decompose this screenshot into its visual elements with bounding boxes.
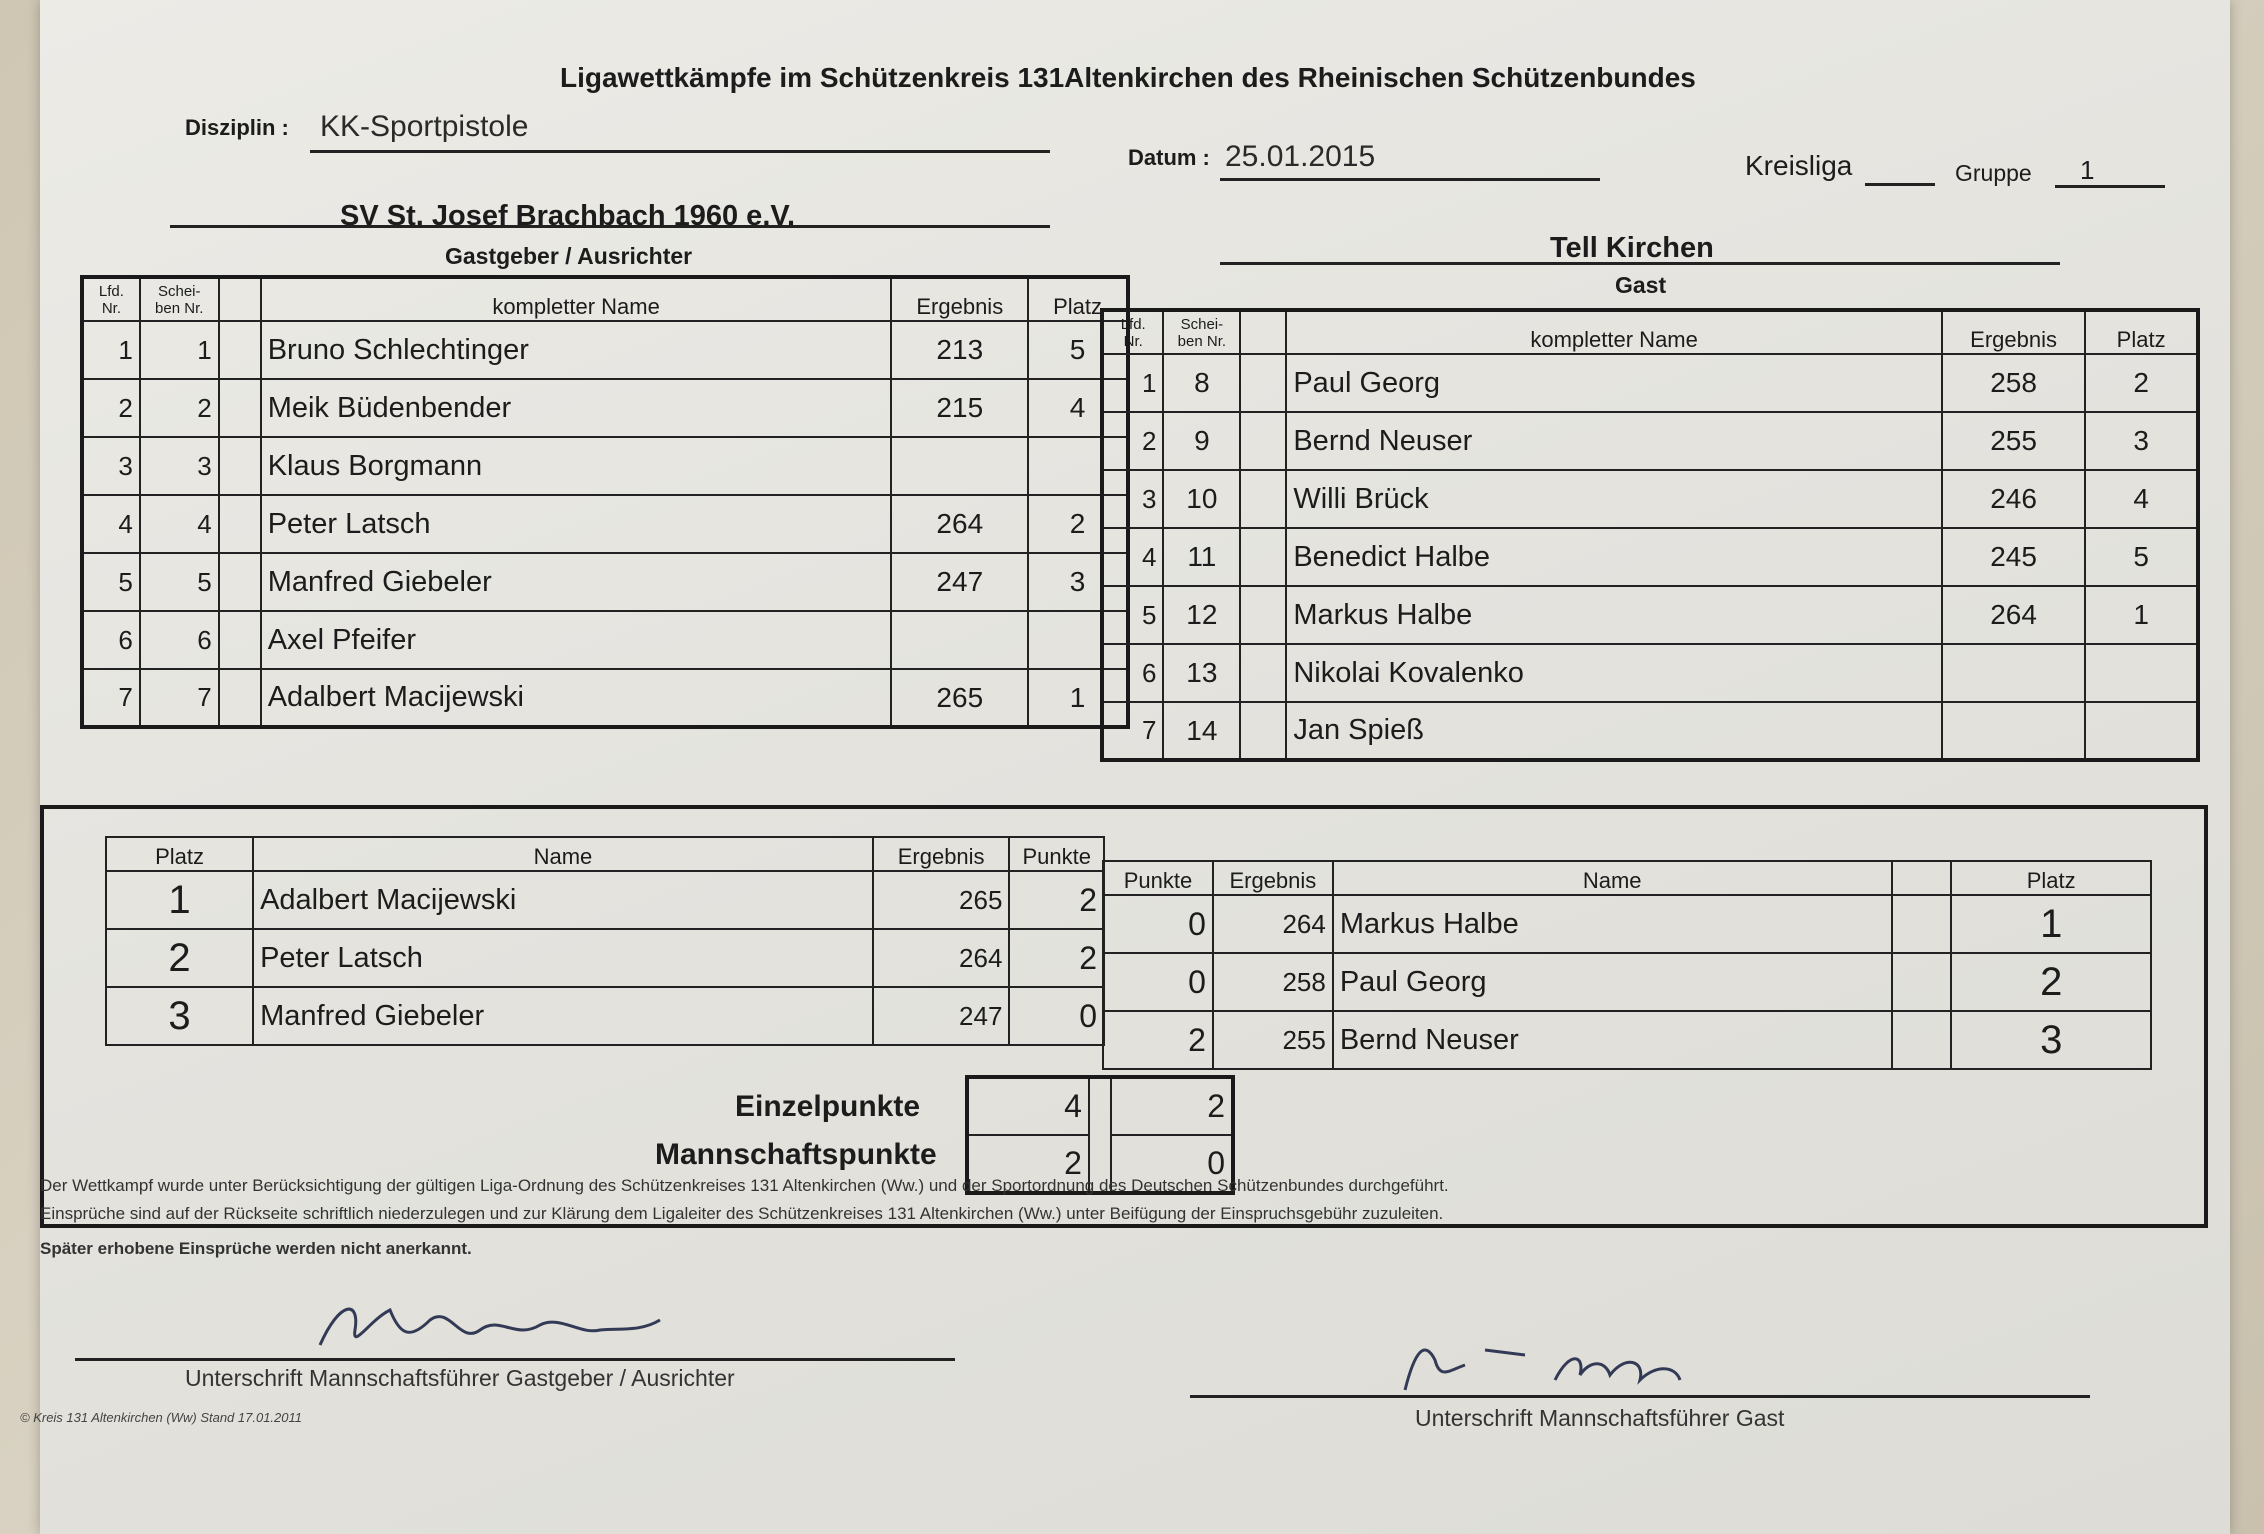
lfd-cell: 2 (82, 379, 140, 437)
scheibe-cell: 9 (1163, 412, 1240, 470)
punkte-cell: 0 (1103, 953, 1213, 1011)
ergebnis-cell: 265 (873, 871, 1010, 929)
blank-cell (1240, 470, 1286, 528)
kreisliga-underline (1865, 183, 1935, 186)
einzelpunkte-label: Einzelpunkte (735, 1090, 921, 1123)
host-club-name: SV St. Josef Brachbach 1960 e.V. (340, 200, 796, 232)
ergebnis-cell: 264 (873, 929, 1010, 987)
scheibe-cell: 14 (1163, 702, 1240, 760)
blank-cell (1240, 412, 1286, 470)
blank-cell (219, 379, 261, 437)
table-row (1102, 644, 2198, 702)
platz-cell: 2 (1028, 495, 1128, 553)
scheibe-cell: 2 (140, 379, 219, 437)
blank-cell (1240, 528, 1286, 586)
platz-cell: 4 (2085, 470, 2198, 528)
scheibe-cell: 10 (1163, 470, 1240, 528)
summary-guest-table (1102, 860, 2152, 1070)
lfd-cell: 2 (1102, 412, 1163, 470)
platz-cell: 1 (1028, 669, 1128, 727)
ergebnis-cell: 213 (891, 321, 1028, 379)
table-row (1102, 412, 2198, 470)
platz-cell: 2 (106, 929, 253, 987)
guest-table (1100, 308, 2200, 762)
col-blank (1240, 310, 1286, 354)
host-signature-line (75, 1358, 955, 1361)
ergebnis-cell (1942, 702, 2085, 760)
ergebnis-cell: 264 (1213, 895, 1333, 953)
punkte-cell: 2 (1009, 871, 1104, 929)
name-cell: Peter Latsch (261, 495, 892, 553)
name-cell: Nikolai Kovalenko (1286, 644, 1942, 702)
ergebnis-cell: 264 (1942, 586, 2085, 644)
scheibe-cell: 4 (140, 495, 219, 553)
lfd-cell: 1 (82, 321, 140, 379)
platz-cell: 1 (2085, 586, 2198, 644)
mannschaftspunkte-guest: 0 (1111, 1135, 1233, 1193)
ergebnis-cell: 247 (873, 987, 1010, 1045)
guest-signature-caption: Unterschrift Mannschaftsführer Gast (1415, 1405, 1785, 1431)
name-cell: Jan Spieß (1286, 702, 1942, 760)
platz-cell: 5 (2085, 528, 2198, 586)
gruppe-underline (2055, 185, 2165, 188)
host-signature-caption: Unterschrift Mannschaftsführer Gastgeber / Ausrichter (185, 1365, 735, 1391)
name-cell: Paul Georg (1286, 354, 1942, 412)
col-ergebnis: Ergebnis (1213, 861, 1333, 895)
name-cell: Adalbert Macijewski (253, 871, 873, 929)
table-row (1102, 470, 2198, 528)
col-ergebnis: Ergebnis (873, 837, 1010, 871)
punkte-cell: 2 (1103, 1011, 1213, 1069)
blank-cell (1240, 354, 1286, 412)
lfd-cell: 4 (82, 495, 140, 553)
blank-cell (1240, 644, 1286, 702)
table-row (82, 495, 1128, 553)
legal-text-1: Der Wettkampf wurde unter Berücksichtigung der gültigen Liga-Ordnung des Schützenkreises 131 Altenkirchen (Ww.) und der Sportordnung des Deutschen Schützenbundes durchgeführt. (40, 1176, 1449, 1195)
table-row (82, 321, 1128, 379)
lfd-cell: 5 (1102, 586, 1163, 644)
col-platz: Platz (1028, 277, 1128, 321)
host-club-underline (170, 225, 1050, 228)
col-ergebnis: Ergebnis (1942, 310, 2085, 354)
legal-text-3: Später erhobene Einsprüche werden nicht anerkannt. (40, 1239, 472, 1258)
col-scheiben: Schei- ben Nr. (140, 277, 219, 321)
punkte-cell: 0 (1103, 895, 1213, 953)
mannschaftspunkte-label: Mannschaftspunkte (655, 1138, 937, 1171)
col-name: Name (1333, 861, 1892, 895)
name-cell: Manfred Giebeler (253, 987, 873, 1045)
kreisliga-label: Kreisliga (1745, 150, 1853, 181)
platz-cell: 5 (1028, 321, 1128, 379)
blank-cell (1240, 586, 1286, 644)
name-cell: Manfred Giebeler (261, 553, 892, 611)
ergebnis-cell (891, 437, 1028, 495)
platz-cell: 1 (1951, 895, 2151, 953)
punkte-cell: 2 (1009, 929, 1104, 987)
col-name: kompletter Name (1286, 310, 1942, 354)
legal-text-2: Einsprüche sind auf der Rückseite schriftlich niederzulegen und zur Klärung dem Ligaleiter des Schützenkreises 131 Altenkirchen (Ww.) unter Beifügung der Einspruchsgebühr zuzuleiten. (40, 1204, 1444, 1223)
table-row (82, 669, 1128, 727)
col-lfd: Lfd. Nr. (1102, 310, 1163, 354)
guest-club-name: Tell Kirchen (1550, 232, 1714, 264)
score-sheet (20, 0, 2230, 1534)
summary-host-table (105, 836, 1105, 1046)
disziplin-underline (310, 150, 1050, 153)
col-punkte: Punkte (1009, 837, 1104, 871)
table-row (106, 929, 1104, 987)
name-cell: Willi Brück (1286, 470, 1942, 528)
ergebnis-cell: 255 (1213, 1011, 1333, 1069)
lfd-cell: 5 (82, 553, 140, 611)
blank-cell (1892, 953, 1952, 1011)
table-row (106, 987, 1104, 1045)
platz-cell: 3 (2085, 412, 2198, 470)
name-cell: Bruno Schlechtinger (261, 321, 892, 379)
punkte-cell: 0 (1009, 987, 1104, 1045)
guest-signature-line (1190, 1395, 2090, 1398)
col-name: kompletter Name (261, 277, 892, 321)
ergebnis-cell: 258 (1213, 953, 1333, 1011)
name-cell: Benedict Halbe (1286, 528, 1942, 586)
table-row (82, 611, 1128, 669)
datum-underline (1220, 178, 1600, 181)
blank-cell (1892, 895, 1952, 953)
col-blank (219, 277, 261, 321)
platz-cell: 3 (1951, 1011, 2151, 1069)
name-cell: Bernd Neuser (1333, 1011, 1892, 1069)
platz-cell: 1 (106, 871, 253, 929)
disziplin-value: KK-Sportpistole (320, 110, 529, 143)
guest-role: Gast (1615, 272, 1667, 298)
table-row (1103, 895, 2151, 953)
disziplin-label: Disziplin : (185, 115, 289, 140)
col-lfd: Lfd. Nr. (82, 277, 140, 321)
ergebnis-cell: 245 (1942, 528, 2085, 586)
col-ergebnis: Ergebnis (891, 277, 1028, 321)
guest-club-underline (1220, 262, 2060, 265)
scheibe-cell: 6 (140, 611, 219, 669)
platz-cell (2085, 702, 2198, 760)
host-role: Gastgeber / Ausrichter (445, 243, 693, 269)
name-cell: Peter Latsch (253, 929, 873, 987)
ergebnis-cell (1942, 644, 2085, 702)
platz-cell: 3 (106, 987, 253, 1045)
sheet-title: Ligawettkämpfe im Schützenkreis 131Altenkirchen des Rheinischen Schützenbundes (560, 62, 1696, 93)
scheibe-cell: 12 (1163, 586, 1240, 644)
col-punkte: Punkte (1103, 861, 1213, 895)
ergebnis-cell: 264 (891, 495, 1028, 553)
scheibe-cell: 7 (140, 669, 219, 727)
col-blank (1892, 861, 1952, 895)
scheibe-cell: 13 (1163, 644, 1240, 702)
ergebnis-cell: 247 (891, 553, 1028, 611)
col-platz: Platz (2085, 310, 2198, 354)
platz-cell: 3 (1028, 553, 1128, 611)
ergebnis-cell (891, 611, 1028, 669)
separator-cell (1089, 1077, 1111, 1135)
platz-cell: 2 (2085, 354, 2198, 412)
platz-cell: 4 (1028, 379, 1128, 437)
platz-cell (2085, 644, 2198, 702)
platz-cell: 2 (1951, 953, 2151, 1011)
table-row (106, 871, 1104, 929)
mannschaftspunkte-host: 2 (967, 1135, 1089, 1193)
blank-cell (1892, 1011, 1952, 1069)
lfd-cell: 1 (1102, 354, 1163, 412)
table-row (967, 1077, 1233, 1135)
host-table (80, 275, 1130, 729)
blank-cell (219, 495, 261, 553)
table-row (82, 437, 1128, 495)
name-cell: Paul Georg (1333, 953, 1892, 1011)
name-cell: Markus Halbe (1286, 586, 1942, 644)
lfd-cell: 3 (1102, 470, 1163, 528)
scheibe-cell: 1 (140, 321, 219, 379)
blank-cell (219, 553, 261, 611)
lfd-cell: 3 (82, 437, 140, 495)
lfd-cell: 4 (1102, 528, 1163, 586)
table-row (1102, 528, 2198, 586)
einzelpunkte-guest: 2 (1111, 1077, 1233, 1135)
scheibe-cell: 11 (1163, 528, 1240, 586)
lfd-cell: 6 (1102, 644, 1163, 702)
table-row (1102, 586, 2198, 644)
name-cell: Adalbert Macijewski (261, 669, 892, 727)
blank-cell (1240, 702, 1286, 760)
blank-cell (219, 611, 261, 669)
ergebnis-cell: 258 (1942, 354, 2085, 412)
col-platz: Platz (1951, 861, 2151, 895)
blank-cell (219, 321, 261, 379)
ergebnis-cell: 255 (1942, 412, 2085, 470)
name-cell: Klaus Borgmann (261, 437, 892, 495)
datum-value: 25.01.2015 (1225, 140, 1376, 173)
datum-label: Datum : (1128, 145, 1210, 170)
scheibe-cell: 3 (140, 437, 219, 495)
table-row (1103, 1011, 2151, 1069)
name-cell: Markus Halbe (1333, 895, 1892, 953)
scheibe-cell: 5 (140, 553, 219, 611)
col-scheiben: Schei- ben Nr. (1163, 310, 1240, 354)
einzelpunkte-host: 4 (967, 1077, 1089, 1135)
footer-copyright: © Kreis 131 Altenkirchen (Ww) Stand 17.01.2011 (20, 1410, 303, 1425)
blank-cell (219, 669, 261, 727)
gruppe-label: Gruppe (1955, 160, 2032, 186)
name-cell: Axel Pfeifer (261, 611, 892, 669)
col-platz: Platz (106, 837, 253, 871)
table-row (1102, 354, 2198, 412)
lfd-cell: 6 (82, 611, 140, 669)
name-cell: Meik Büdenbender (261, 379, 892, 437)
name-cell: Bernd Neuser (1286, 412, 1942, 470)
scheibe-cell: 8 (1163, 354, 1240, 412)
table-row (1103, 953, 2151, 1011)
ergebnis-cell: 215 (891, 379, 1028, 437)
guest-signature-icon (1395, 1330, 1715, 1410)
table-row (82, 553, 1128, 611)
blank-cell (219, 437, 261, 495)
table-row (1102, 702, 2198, 760)
ergebnis-cell: 246 (1942, 470, 2085, 528)
col-name: Name (253, 837, 873, 871)
ergebnis-cell: 265 (891, 669, 1028, 727)
lfd-cell: 7 (1102, 702, 1163, 760)
gruppe-value: 1 (2080, 155, 2095, 185)
table-row (82, 379, 1128, 437)
lfd-cell: 7 (82, 669, 140, 727)
